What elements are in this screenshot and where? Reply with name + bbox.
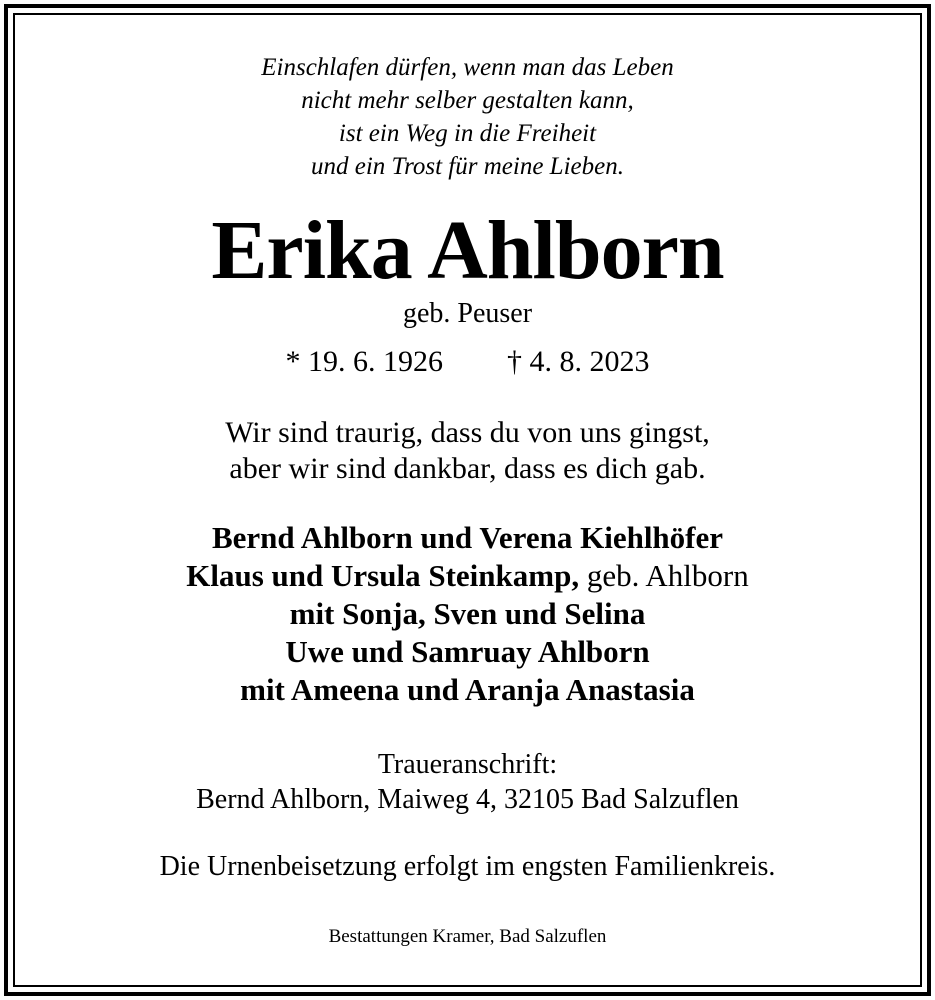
poem <box>13 51 922 183</box>
mourning-address <box>13 747 922 817</box>
poem-line: Einschlafen dürfen, wenn man das Leben <box>261 54 674 81</box>
poem-line: ist ein Weg in die Freiheit <box>338 120 597 147</box>
mourner-line: Uwe und Samruay Ahlborn <box>285 634 650 669</box>
undertaker-credit: Bestattungen Kramer, Bad Salzuflen <box>328 926 607 947</box>
address-value: Bernd Ahlborn, Maiweg 4, 32105 Bad Salzuflen <box>196 784 739 815</box>
poem-line: nicht mehr selber gestalten kann, <box>301 87 634 114</box>
burial-notice: Die Urnenbeisetzung erfolgt im engsten Familienkreis. <box>159 851 776 882</box>
mourner-line: Bernd Ahlborn und Verena Kiehlhöfer <box>211 520 724 555</box>
mourner-line: mit Sonja, Sven und Selina <box>289 596 646 631</box>
mourner-line: Klaus und Ursula Steinkamp, geb. Ahlborn <box>186 558 749 593</box>
farewell-line: Wir sind traurig, dass du von uns gingst, <box>225 416 710 449</box>
poem-line: und ein Trost für meine Lieben. <box>311 153 624 180</box>
mourners-list <box>13 519 922 709</box>
maiden-name: geb. Peuser <box>402 298 533 329</box>
address-label: Traueranschrift: <box>377 749 558 780</box>
farewell-line: aber wir sind dankbar, dass es dich gab. <box>229 452 706 485</box>
birth-date: * 19. 6. 1926 <box>285 345 443 378</box>
mourner-line: mit Ameena und Aranja Anastasia <box>240 672 695 707</box>
farewell-text <box>13 415 922 487</box>
deceased-name: Erika Ahlborn <box>211 204 724 297</box>
death-date: † 4. 8. 2023 <box>507 345 650 378</box>
obituary-notice <box>13 13 922 987</box>
life-dates <box>13 343 922 381</box>
